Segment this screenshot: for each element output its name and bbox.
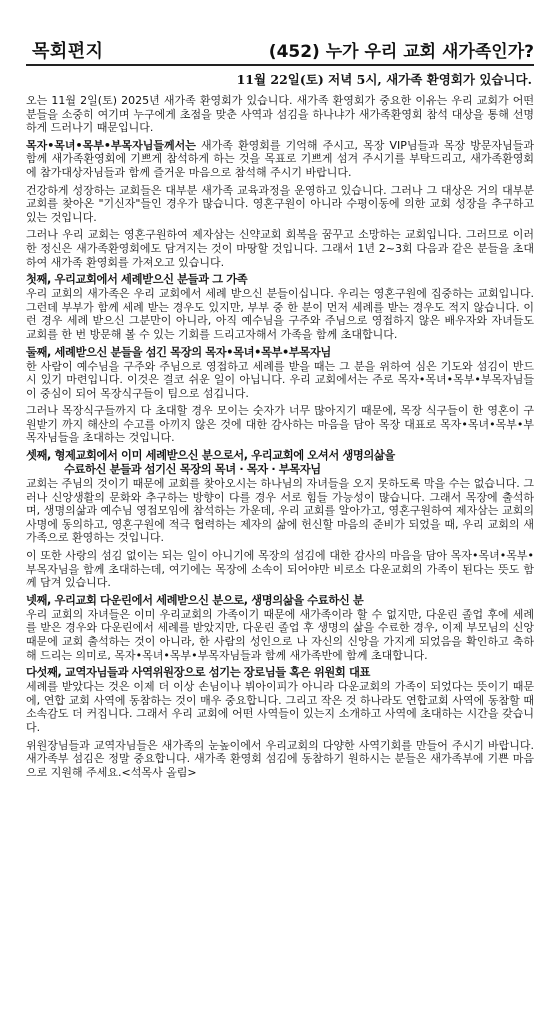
leaders-leadin: 목자•목녀•목부•부목자님들께서는 xyxy=(26,138,196,152)
fourth-paragraph: 우리 교회의 자녀들은 이미 우리교회의 가족이기 때문에 새가족이라 할 수 없지만, 다운린 졸업 후에 세례를 받은 경우와 다운린에서 세례를 받았지만, 다운린 졸업 후 생명의 삶을 수료한 경우, 이제 부모님의 신앙 때문에 교회 출석하는 것이 아니라, 한 사람의 성인으로 나 자신의 신앙을 가지게 되었음을 확인하고 축하해 드리는 의미로, 목자•목녀•목부•부목자님들과 함께 새가족반에 함께 초대합니다. xyxy=(26,607,534,662)
heading-third xyxy=(26,449,534,477)
heading-third-line1: 셋째, 형제교회에서 이미 세례받으신 분으로서, 우리교회에 오셔서 생명의삶을 xyxy=(26,449,395,463)
letter-page xyxy=(26,36,534,783)
third-paragraph-b: 이 또한 사랑의 섬김 없이는 되는 일이 아니기에 목장의 섬김에 대한 감사의 마음을 담아 목자•목녀•목부•부목자님을 함께 초대하는데, 여기에는 목장에 소속이 되어야만 비로소 다운교회의 가족이 된다는 뜻도 함께 담겨 있습니다. xyxy=(26,549,534,590)
intro-paragraph: 오는 11월 2일(토) 2025년 새가족 환영회가 있습니다. 새가족 환영회가 중요한 이유는 우리 교회가 어떤 분들을 소중히 여기며 누구에게 초점을 맞춘 사역과 섬김을 하나냐가 새가족환영회 참석 대상을 통해 선명하게 드러나기 때문입니다. xyxy=(26,94,534,135)
heading-second: 둘째, 세례받으신 분들을 섬긴 목장의 목자•목녀•목부•부목자님 xyxy=(26,345,331,359)
leaders-paragraph xyxy=(26,139,534,180)
letter-title: (452) 누가 우리 교회 새가족인가? xyxy=(268,42,534,62)
letter-header xyxy=(26,36,534,66)
second-paragraph-b: 그러나 목장식구들까지 다 초대할 경우 모이는 숫자가 너무 많아지기 때문에, 목장 식구들이 한 영혼이 구원받기 까지 해산의 수고를 아끼지 않은 것에 대한 감사하는 마음을 담아 목장 대표로 목자•목녀•목부•부목자님들을 초대하는 것입니다. xyxy=(26,404,534,445)
event-subheading: 11월 22일(토) 저녁 5시, 새가족 환영회가 있습니다. xyxy=(236,72,532,87)
second-paragraph-a: 한 사람이 예수님을 구주와 주님으로 영접하고 세례를 받을 때는 그 분을 위하여 심은 기도와 섬김이 반드시 있기 마련입니다. 이것은 결코 쉬운 일이 아닙니다. 우리 교회에서는 주로 목자•목녀•목부•부목자님들이 중심이 되어 목장식구들이 팀으로 섬깁니다. xyxy=(26,359,534,400)
first-paragraph: 우리 교회의 새가족은 우리 교회에서 세례 받으신 분들이십니다. 우리는 영혼구원에 집중하는 교회입니다. 그런데 부부가 함께 세례 받는 경우도 있지만, 부부 중 한 분이 먼저 세례를 받는 경우도 적지 않습니다. 이런 경우 세례 받으신 그분만이 아니라, 아직 예수님을 구주와 주님으로 영접하지 않은 배우자와 자녀들도 교회를 한 번 방문해 볼 수 있는 기회를 드리고자해서 가족을 함께 초대합니다. xyxy=(26,287,534,341)
section-label: 목회편지 xyxy=(32,41,104,62)
heading-first: 첫째, 우리교회에서 세례받으신 분들과 그 가족 xyxy=(26,273,248,287)
mission-paragraph: 그러나 우리 교회는 영혼구원하여 제자삼는 신약교회 회복을 꿈꾸고 소망하는 교회입니다. 그러므로 이러한 정신은 새가족환영회에도 담겨지는 것이 마땅할 것입니다. 그래서 1년 2~3회 다음과 같은 분들을 초대하여 새가족 환영회를 가져오고 있습니다. xyxy=(26,228,534,269)
third-paragraph-a: 교회는 주님의 것이기 때문에 교회를 찾아오시는 하나님의 자녀들을 오지 못하도록 막을 수는 없습니다. 그러나 신앙생활의 문화와 추구하는 방향이 다를 경우 서로 힘들 가능성이 많습니다. 그래서 목장에 출석하며, 생명의삶과 예수님 영접모임에 참석하는 가운데, 우리 교회를 알아가고, 영혼구원하여 제자삼는 교회의 사명에 동의하고, 영혼구원에 적극 협력하는 제자의 삶에 헌신할 마음의 준비가 되었을 때, 우리 교회의 새가족으로 환영하는 것입니다. xyxy=(26,477,534,545)
growth-paragraph: 건강하게 성장하는 교회들은 대부분 새가족 교육과정을 운영하고 있습니다. 그러나 그 대상은 거의 대부분 교회를 찾아온 "기신자"들인 경우가 많습니다. 영혼구원이 아니라 수평이동에 의한 교회 성장을 추구하고 있는 것입니다. xyxy=(26,183,534,224)
heading-fifth: 다섯째, 교역자님들과 사역위원장으로 섬기는 장로님들 혹은 위원회 대표 xyxy=(26,666,371,680)
closing-paragraph: 위원장님들과 교역자님들은 새가족의 눈높이에서 우리교회의 다양한 사역기회를 만들어 주시기 바랍니다. 새가족부 섬김은 정말 중요합니다. 새가족 환영회 섬김에 동참하기 원하시는 분들은 새가족부에 기쁜 마음으로 지원해 주세요.<석목사 올림> xyxy=(26,738,534,779)
heading-third-line2: 수료하신 분들과 섬기신 목장의 목녀 · 목자 · 부목자님 xyxy=(64,463,321,477)
fifth-paragraph-a: 세례를 받았다는 것은 이제 더 이상 손님이나 뷔아이피가 아니라 다운교회의 가족이 되었다는 뜻이기 때문에, 연합 교회 사역에 동참하는 것이 매우 중요합니다. 그리고 작은 것 하나라도 연합교회 사역에 동참할 때 소속감도 더 커집니다. 그래서 우리 교회에 어떤 사역들이 있는지 소개하고 사역에 초대하는 시간을 갖습니다. xyxy=(26,680,534,734)
heading-fourth: 넷째, 우리교회 다운린에서 세례받으신 분으로, 생명의삶을 수료하신 분 xyxy=(26,593,364,607)
leaders-text: 새가족 환영회를 기억해 주시고, 목장 VIP님들과 목장 방문자님들과 함께 새가족환영회에 기쁘게 참석하게 하는 것을 목표로 기쁘게 섬겨 주시기를 부탁드리고, 새가족환영회에 참가대상자님들과 함께 즐거운 마음으로 참석해 주시기 바랍니다. xyxy=(26,138,534,179)
